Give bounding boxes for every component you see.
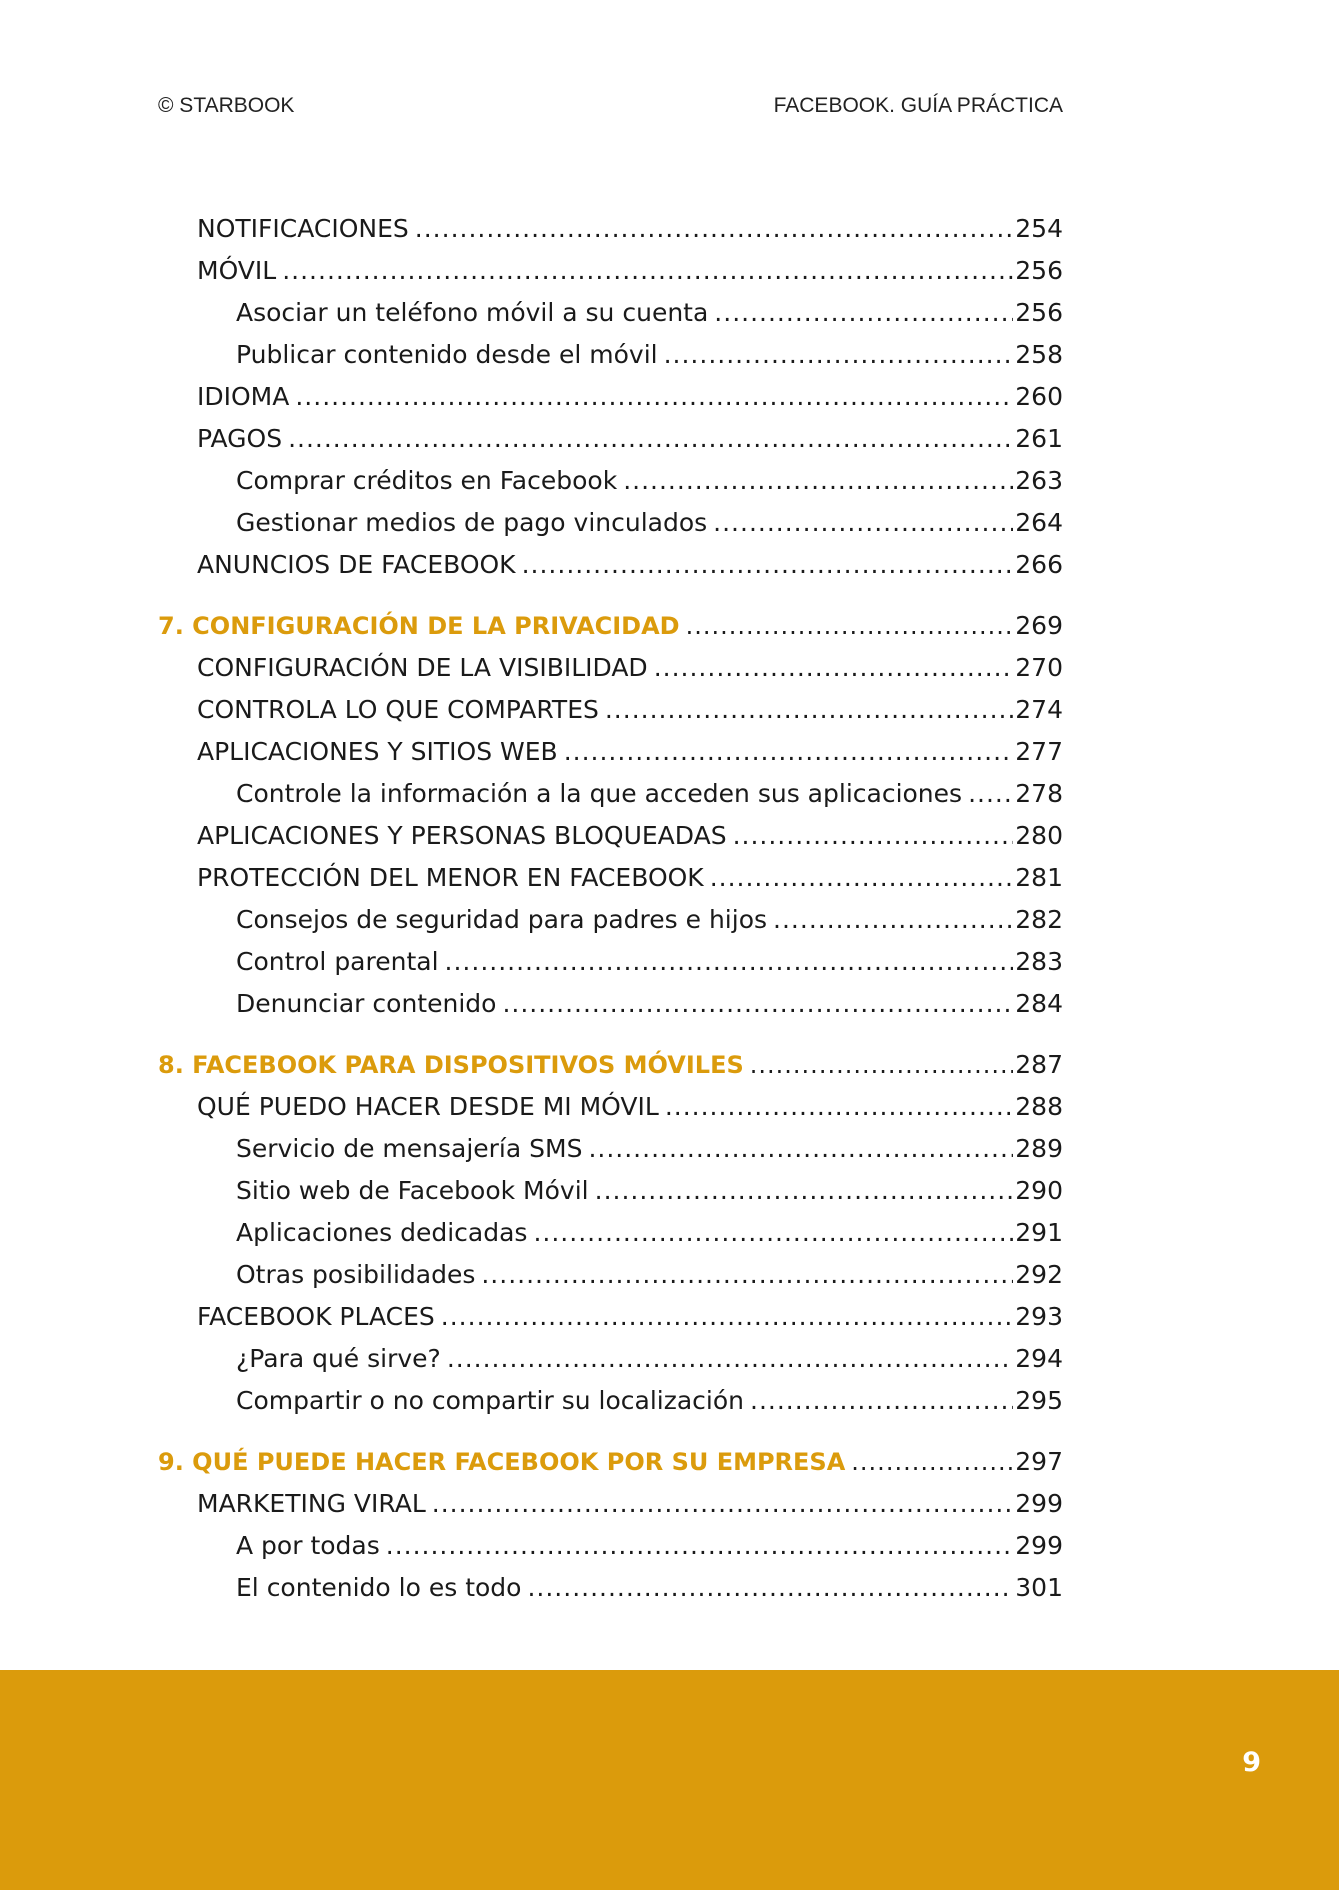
toc-entry-title: 8. FACEBOOK PARA DISPOSITIVOS MÓVILES [158, 1051, 744, 1079]
toc-entry-page: 294 [1015, 1344, 1063, 1373]
toc-chapter [158, 1441, 1063, 1483]
toc-entry-title: 9. QUÉ PUEDE HACER FACEBOOK POR SU EMPRESA [158, 1448, 846, 1476]
toc-entry-title: El contenido lo es todo [236, 1573, 522, 1602]
toc-entry-page: 266 [1015, 550, 1063, 579]
dot-leader [481, 1254, 1013, 1296]
toc-entry [158, 1338, 1063, 1380]
dot-leader [564, 731, 1014, 773]
toc-entry-page: 264 [1015, 508, 1063, 537]
toc-entry [158, 1254, 1063, 1296]
dot-leader [686, 605, 1014, 647]
toc-entry-title: Comprar créditos en Facebook [236, 466, 618, 495]
toc-entry [158, 857, 1063, 899]
toc-entry-title: MÓVIL [197, 256, 277, 285]
dot-leader [714, 292, 1013, 334]
toc-entry-page: 290 [1015, 1176, 1063, 1205]
dot-leader [588, 1128, 1013, 1170]
toc-entry-title: Controle la información a la que acceden sus aplicaciones [236, 779, 963, 808]
dot-leader [502, 983, 1013, 1025]
dot-leader [441, 1296, 1014, 1338]
toc-entry-page: 278 [1015, 779, 1063, 808]
toc-entry [158, 689, 1063, 731]
toc-entry-page: 282 [1015, 905, 1063, 934]
dot-leader [773, 899, 1013, 941]
toc-entry [158, 1525, 1063, 1567]
toc-entry [158, 1170, 1063, 1212]
toc-entry [158, 250, 1063, 292]
dot-leader [605, 689, 1013, 731]
toc-entry-page: 258 [1015, 340, 1063, 369]
page-number: 9 [1242, 1747, 1261, 1778]
toc-entry [158, 292, 1063, 334]
toc-entry [158, 1380, 1063, 1422]
toc-chapter [158, 605, 1063, 647]
toc-entry [158, 647, 1063, 689]
toc-entry-page: 254 [1015, 214, 1063, 243]
toc-entry [158, 773, 1063, 815]
toc-entry-title: NOTIFICACIONES [197, 214, 409, 243]
dot-leader [445, 941, 1014, 983]
toc-entry-title: CONTROLA LO QUE COMPARTES [197, 695, 599, 724]
toc-entry-title: 7. CONFIGURACIÓN DE LA PRIVACIDAD [158, 612, 680, 640]
toc-entry [158, 1483, 1063, 1525]
toc-entry [158, 502, 1063, 544]
dot-leader [533, 1212, 1013, 1254]
toc-entry [158, 983, 1063, 1025]
toc-entry-title: MARKETING VIRAL [197, 1489, 426, 1518]
dot-leader [713, 502, 1013, 544]
toc-entry-title: ANUNCIOS DE FACEBOOK [197, 550, 516, 579]
toc-entry-page: 283 [1015, 947, 1063, 976]
toc-entry [158, 815, 1063, 857]
toc-entry [158, 1212, 1063, 1254]
toc-entry-title: Asociar un teléfono móvil a su cuenta [236, 298, 709, 327]
dot-leader [447, 1338, 1013, 1380]
toc-entry [158, 334, 1063, 376]
toc-entry-title: PROTECCIÓN DEL MENOR EN FACEBOOK [197, 863, 704, 892]
dot-leader [968, 773, 1013, 815]
toc-entry-title: Consejos de seguridad para padres e hijos [236, 905, 768, 934]
toc-entry-page: 261 [1015, 424, 1063, 453]
toc-entry-page: 284 [1015, 989, 1063, 1018]
toc-entry [158, 460, 1063, 502]
toc-entry [158, 1086, 1063, 1128]
dot-leader [522, 544, 1014, 586]
toc-entry-page: 269 [1015, 611, 1063, 640]
dot-leader [623, 460, 1013, 502]
dot-leader [750, 1044, 1014, 1086]
toc-entry-page: 256 [1015, 256, 1063, 285]
toc-entry-title: APLICACIONES Y PERSONAS BLOQUEADAS [197, 821, 727, 850]
toc-entry-title: CONFIGURACIÓN DE LA VISIBILIDAD [197, 653, 648, 682]
toc-entry-title: A por todas [236, 1531, 380, 1560]
dot-leader [295, 376, 1013, 418]
toc-entry-title: Compartir o no compartir su localización [236, 1386, 744, 1415]
dot-leader [386, 1525, 1014, 1567]
toc-entry-page: 281 [1015, 863, 1063, 892]
dot-leader [665, 1086, 1013, 1128]
running-header [158, 94, 1063, 124]
publisher-label: © STARBOOK [158, 94, 295, 117]
book-title: FACEBOOK. GUÍA PRÁCTICA [773, 94, 1063, 117]
dot-leader [527, 1567, 1013, 1609]
toc-entry-title: Otras posibilidades [236, 1260, 476, 1289]
dot-leader [415, 208, 1014, 250]
toc-entry [158, 1128, 1063, 1170]
toc-entry-page: 291 [1015, 1218, 1063, 1247]
toc-entry-page: 280 [1015, 821, 1063, 850]
dot-leader [851, 1441, 1013, 1483]
toc-entry-title: QUÉ PUEDO HACER DESDE MI MÓVIL [197, 1092, 659, 1121]
toc-entry-page: 301 [1015, 1573, 1063, 1602]
toc-entry-title: Control parental [236, 947, 439, 976]
toc-entry-page: 297 [1015, 1447, 1063, 1476]
toc-entry [158, 418, 1063, 460]
toc-entry-page: 260 [1015, 382, 1063, 411]
toc-entry-page: 263 [1015, 466, 1063, 495]
toc-entry-page: 299 [1015, 1531, 1063, 1560]
toc-entry-page: 270 [1015, 653, 1063, 682]
toc-entry [158, 899, 1063, 941]
toc-entry-page: 292 [1015, 1260, 1063, 1289]
dot-leader [595, 1170, 1014, 1212]
toc-entry-page: 289 [1015, 1134, 1063, 1163]
dot-leader [282, 250, 1013, 292]
toc-entry-page: 277 [1015, 737, 1063, 766]
dot-leader [654, 647, 1014, 689]
toc-entry [158, 376, 1063, 418]
toc-entry-title: Gestionar medios de pago vinculados [236, 508, 708, 537]
toc-entry-title: APLICACIONES Y SITIOS WEB [197, 737, 558, 766]
toc-entry-title: IDIOMA [197, 382, 290, 411]
toc-entry-title: Denunciar contenido [236, 989, 497, 1018]
dot-leader [288, 418, 1013, 460]
dot-leader [432, 1483, 1014, 1525]
toc-entry [158, 1296, 1063, 1338]
toc-entry-title: FACEBOOK PLACES [197, 1302, 435, 1331]
toc-entry-title: Publicar contenido desde el móvil [236, 340, 658, 369]
table-of-contents [158, 208, 1063, 1609]
toc-entry-page: 299 [1015, 1489, 1063, 1518]
toc-entry [158, 731, 1063, 773]
toc-entry-page: 256 [1015, 298, 1063, 327]
toc-entry-page: 274 [1015, 695, 1063, 724]
toc-entry-page: 293 [1015, 1302, 1063, 1331]
footer-band [0, 1670, 1339, 1890]
dot-leader [733, 815, 1014, 857]
toc-entry-title: ¿Para qué sirve? [236, 1344, 441, 1373]
toc-entry-page: 288 [1015, 1092, 1063, 1121]
toc-entry [158, 1567, 1063, 1609]
toc-entry-title: Servicio de mensajería SMS [236, 1134, 583, 1163]
toc-entry-page: 295 [1015, 1386, 1063, 1415]
toc-entry-title: PAGOS [197, 424, 283, 453]
dot-leader [750, 1380, 1013, 1422]
toc-entry [158, 941, 1063, 983]
toc-entry-title: Sitio web de Facebook Móvil [236, 1176, 589, 1205]
toc-entry [158, 544, 1063, 586]
toc-entry-title: Aplicaciones dedicadas [236, 1218, 528, 1247]
toc-entry [158, 208, 1063, 250]
dot-leader [710, 857, 1014, 899]
toc-chapter [158, 1044, 1063, 1086]
dot-leader [664, 334, 1014, 376]
toc-entry-page: 287 [1015, 1050, 1063, 1079]
